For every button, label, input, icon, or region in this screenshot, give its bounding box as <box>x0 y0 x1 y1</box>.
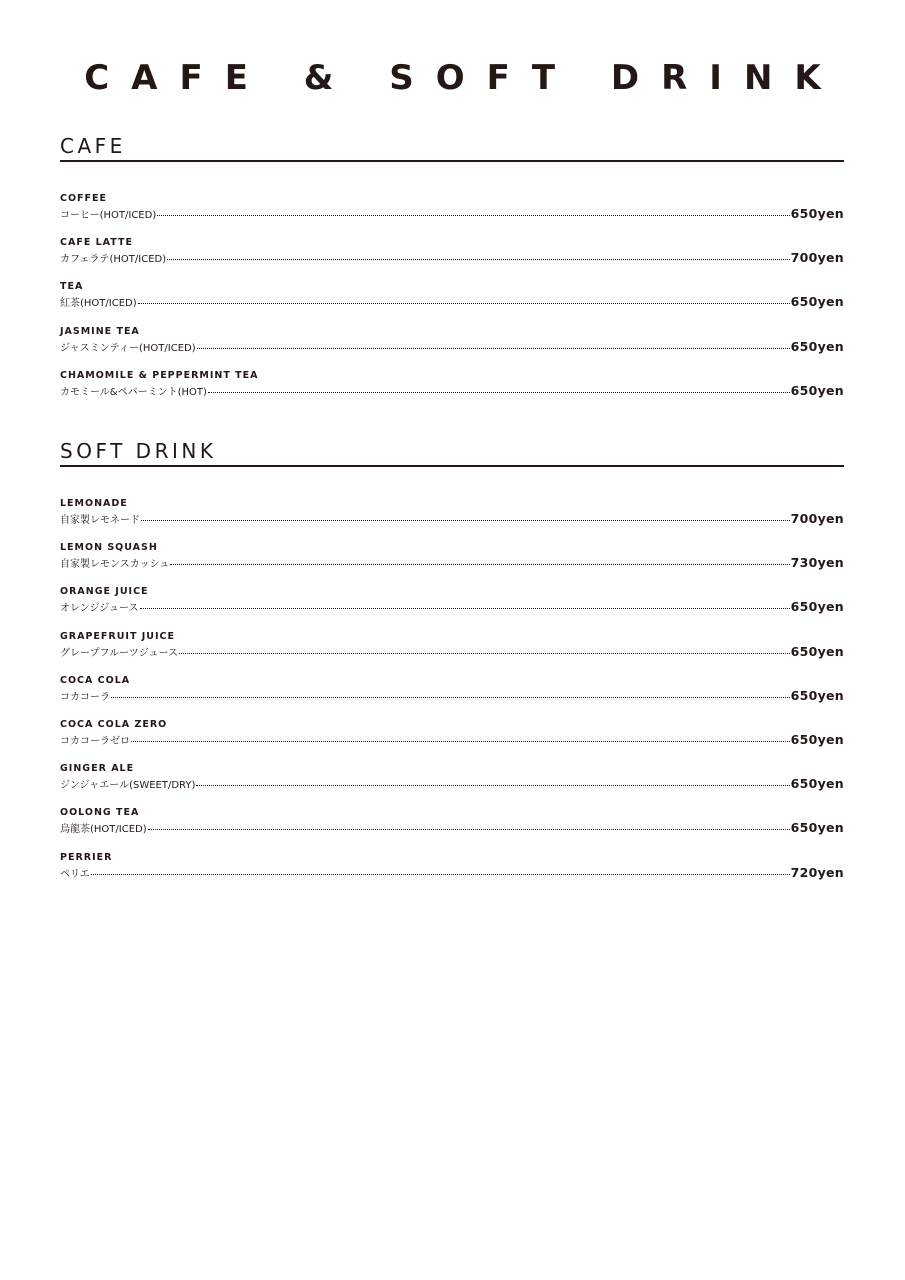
section-heading: SOFT DRINK <box>60 439 844 467</box>
item-row <box>60 819 844 836</box>
item-name-en: OOLONG TEA <box>60 807 140 819</box>
item-name-jp: コーヒー(HOT/ICED) <box>60 210 157 221</box>
item-row <box>60 687 844 704</box>
dot-leader <box>140 608 790 609</box>
item-name-jp: グレープフルーツジュース <box>60 647 178 659</box>
item-row <box>60 338 844 355</box>
section-cafe <box>60 134 844 413</box>
dot-leader <box>111 697 790 698</box>
menu-item <box>60 541 844 585</box>
menu-item <box>60 585 844 629</box>
item-name-en: ORANGE JUICE <box>60 586 149 598</box>
item-row <box>60 293 844 310</box>
item-name-jp: ペリエ <box>60 868 90 880</box>
item-name-en: JASMINE TEA <box>60 325 140 337</box>
item-row <box>60 382 844 399</box>
item-name-en: CHAMOMILE & PEPPERMINT TEA <box>60 369 259 381</box>
item-row <box>60 643 844 660</box>
item-price: 650yen <box>790 820 844 836</box>
section-soft-drink <box>60 439 844 895</box>
menu-list <box>60 497 844 895</box>
dot-leader <box>170 564 789 565</box>
item-row <box>60 249 844 266</box>
item-price: 650yen <box>790 599 844 615</box>
item-price: 650yen <box>790 731 844 747</box>
item-name-jp: コカコーラ <box>60 691 110 703</box>
item-price: 650yen <box>790 687 844 703</box>
item-price: 650yen <box>790 206 844 221</box>
dot-leader <box>141 520 790 521</box>
item-name-jp: ジャスミンティー(HOT/ICED) <box>60 342 196 354</box>
item-price: 730yen <box>790 555 844 571</box>
item-name-en: PERRIER <box>60 851 113 863</box>
dot-leader <box>91 874 790 875</box>
dot-leader <box>157 215 789 216</box>
item-name-jp: 自家製レモネード <box>60 515 140 526</box>
item-row <box>60 598 844 615</box>
item-price: 650yen <box>790 338 844 354</box>
item-name-jp: オレンジジュース <box>60 603 139 615</box>
item-price: 700yen <box>790 511 844 526</box>
item-price: 720yen <box>790 864 844 880</box>
item-name-en: TEA <box>60 281 84 293</box>
menu-item <box>60 369 844 413</box>
item-name-en: CAFE LATTE <box>60 237 133 249</box>
dot-leader <box>138 303 790 304</box>
menu-item <box>60 674 844 718</box>
menu-item <box>60 806 844 850</box>
menu-item <box>60 762 844 806</box>
menu-item <box>60 236 844 280</box>
item-row <box>60 510 844 527</box>
item-row <box>60 731 844 748</box>
menu-item <box>60 851 844 895</box>
menu-item <box>60 280 844 324</box>
item-name-en: COFFEE <box>60 193 108 204</box>
item-name-jp: ジンジャエール(SWEET/DRY) <box>60 780 196 792</box>
item-price: 650yen <box>790 294 844 310</box>
menu-item <box>60 718 844 762</box>
item-row <box>60 775 844 792</box>
item-price: 650yen <box>790 382 844 398</box>
section-heading: CAFE <box>60 134 844 162</box>
menu-list <box>60 192 844 413</box>
dot-leader <box>148 829 790 830</box>
item-name-jp: カモミール&ペパーミント(HOT) <box>60 386 207 398</box>
item-name-en: COCA COLA <box>60 674 131 686</box>
item-row <box>60 554 844 571</box>
item-name-jp: 自家製レモンスカッシュ <box>60 559 170 571</box>
dot-leader <box>208 392 790 393</box>
menu-item <box>60 630 844 674</box>
item-price: 650yen <box>790 776 844 792</box>
item-name-jp: カフェラテ(HOT/ICED) <box>60 254 167 266</box>
item-row <box>60 864 844 881</box>
menu-item <box>60 192 844 236</box>
item-name-jp: 紅茶(HOT/ICED) <box>60 298 137 310</box>
page-title: CAFE & SOFT DRINK <box>84 58 843 98</box>
item-name-jp: コカコーラゼロ <box>60 735 130 747</box>
dot-leader <box>167 259 789 260</box>
dot-leader <box>197 348 790 349</box>
dot-leader <box>196 785 789 786</box>
dot-leader <box>179 653 790 654</box>
item-price: 700yen <box>790 250 844 266</box>
item-name-en: COCA COLA ZERO <box>60 718 168 730</box>
item-price: 650yen <box>790 643 844 659</box>
item-name-en: LEMON SQUASH <box>60 542 158 554</box>
item-name-en: GRAPEFRUIT JUICE <box>60 630 176 642</box>
item-name-en: LEMONADE <box>60 498 128 509</box>
dot-leader <box>131 741 790 742</box>
item-name-jp: 烏龍茶(HOT/ICED) <box>60 824 147 836</box>
item-row <box>60 205 844 222</box>
menu-item <box>60 497 844 541</box>
menu-item <box>60 325 844 369</box>
item-name-en: GINGER ALE <box>60 763 135 775</box>
